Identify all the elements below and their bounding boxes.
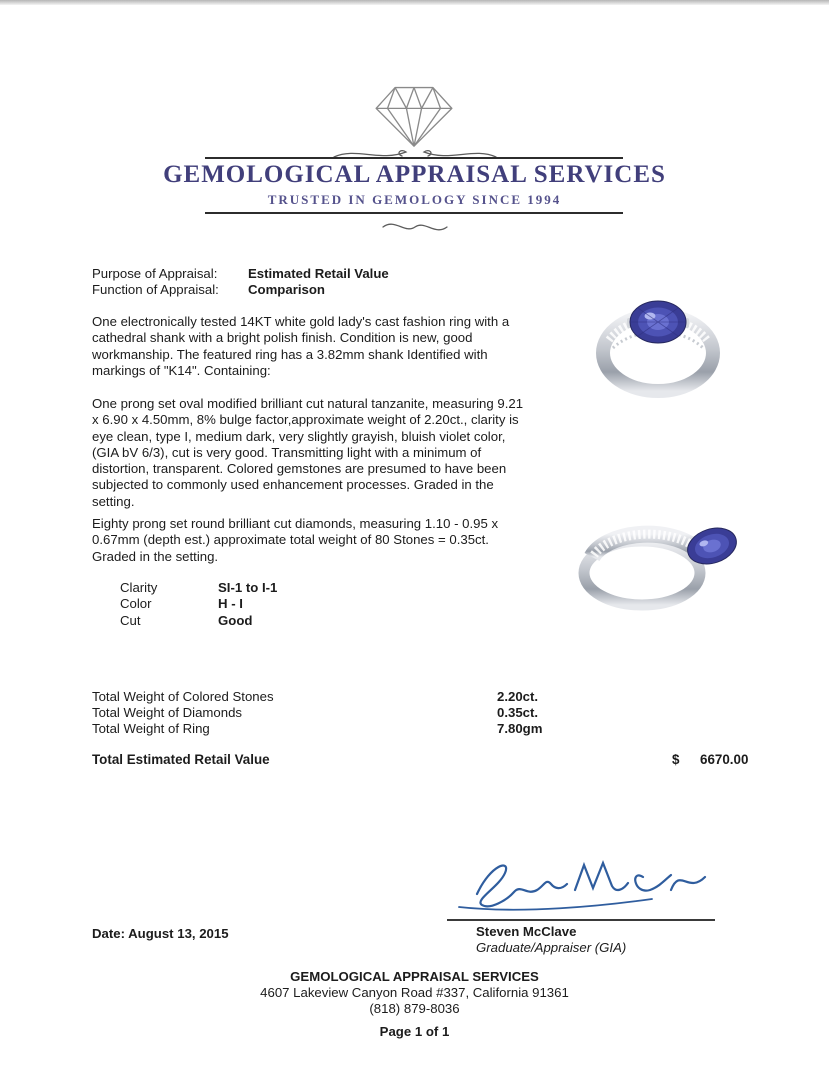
total-ring-weight-row: [92, 721, 652, 737]
header-rule-bottom: [205, 212, 623, 214]
grand-total-row: [92, 752, 752, 767]
color-label: Color: [120, 596, 152, 612]
grade-row-cut: [120, 613, 277, 629]
total-colored-stones-label: Total Weight of Colored Stones: [92, 689, 274, 704]
function-value: Comparison: [248, 282, 325, 297]
tanzanite-description-paragraph: One prong set oval modified brilliant cut natural tanzanite, measuring 9.21 x 6.90 x 4.50mm, 8% bulge factor,approximate weight of 2.20ct., clarity is eye clean, type I, medium dark, very slightly grayish, bluish violet color, (GIA bV 6/3), cut is very good. Transmitting light with a minimum of distortion, transparent. Colored gemstones are presumed to have been subjected to commonly used enhancement processes. Graded in the setting.: [92, 396, 524, 509]
header-rule-top: [205, 157, 623, 159]
purpose-value: Estimated Retail Value: [248, 266, 389, 281]
diamond-logo-icon: [366, 80, 462, 150]
ring-description-paragraph: One electronically tested 14KT white gold lady's cast fashion ring with a cathedral shank with a bright polish finish. Condition is new, good workmanship. The featured ring has a 3.82mm shank Identified with markings of "K14". Containing:: [92, 314, 510, 378]
color-value: H - I: [218, 596, 243, 612]
total-diamonds-label: Total Weight of Diamonds: [92, 705, 243, 721]
footer-phone: (818) 879-8036: [369, 1001, 460, 1016]
total-colored-stones-row: [92, 689, 652, 705]
handwritten-signature: [447, 850, 715, 918]
total-diamonds-row: [92, 705, 652, 721]
footer-company: GEMOLOGICAL APPRAISAL SERVICES: [290, 969, 539, 984]
total-ring-weight-label: Total Weight of Ring: [92, 721, 210, 737]
grand-total-value: 6670.00: [700, 752, 749, 767]
diamond-grades: [120, 580, 277, 629]
footer-address: 4607 Lakeview Canyon Road #337, California 91361: [260, 985, 569, 1000]
total-ring-weight-value: 7.80gm: [497, 721, 543, 737]
grade-row-clarity: [120, 580, 277, 596]
function-row: [92, 282, 325, 298]
function-label: Function of Appraisal:: [92, 282, 219, 297]
total-diamonds-value: 0.35ct.: [497, 705, 539, 721]
scan-edge-artifact: [0, 0, 829, 5]
purpose-row: [92, 266, 389, 282]
grade-row-color: [120, 596, 277, 612]
appraisal-date: Date: August 13, 2015: [92, 926, 229, 941]
ring-photo-top-view: [563, 290, 753, 400]
grand-total-label: Total Estimated Retail Value: [92, 752, 270, 767]
clarity-value: SI-1 to I-1: [218, 580, 278, 595]
cut-label: Cut: [120, 612, 141, 628]
purpose-label: Purpose of Appraisal:: [92, 266, 218, 281]
scroll-ornament-icon: [379, 218, 451, 236]
signature-rule: [447, 919, 715, 921]
footer-page-number: Page 1 of 1: [379, 1024, 450, 1039]
company-title: GEMOLOGICAL APPRAISAL SERVICES: [163, 161, 666, 188]
company-tagline: TRUSTED IN GEMOLOGY SINCE 1994: [267, 192, 562, 207]
clarity-label: Clarity: [120, 580, 158, 595]
ring-photo-side-view: [560, 515, 760, 620]
appraiser-role: Graduate/Appraiser (GIA): [476, 940, 627, 955]
cut-value: Good: [218, 612, 253, 628]
diamonds-description-paragraph: Eighty prong set round brilliant cut diamonds, measuring 1.10 - 0.95 x 0.67mm (depth est.) approximate total weight of 80 Stones = 0.35ct. Graded in the setting.: [92, 516, 499, 564]
weight-totals: [92, 689, 652, 738]
total-colored-stones-value: 2.20ct.: [497, 689, 539, 704]
appraiser-name: Steven McClave: [476, 924, 577, 939]
currency-symbol: $: [672, 752, 680, 767]
